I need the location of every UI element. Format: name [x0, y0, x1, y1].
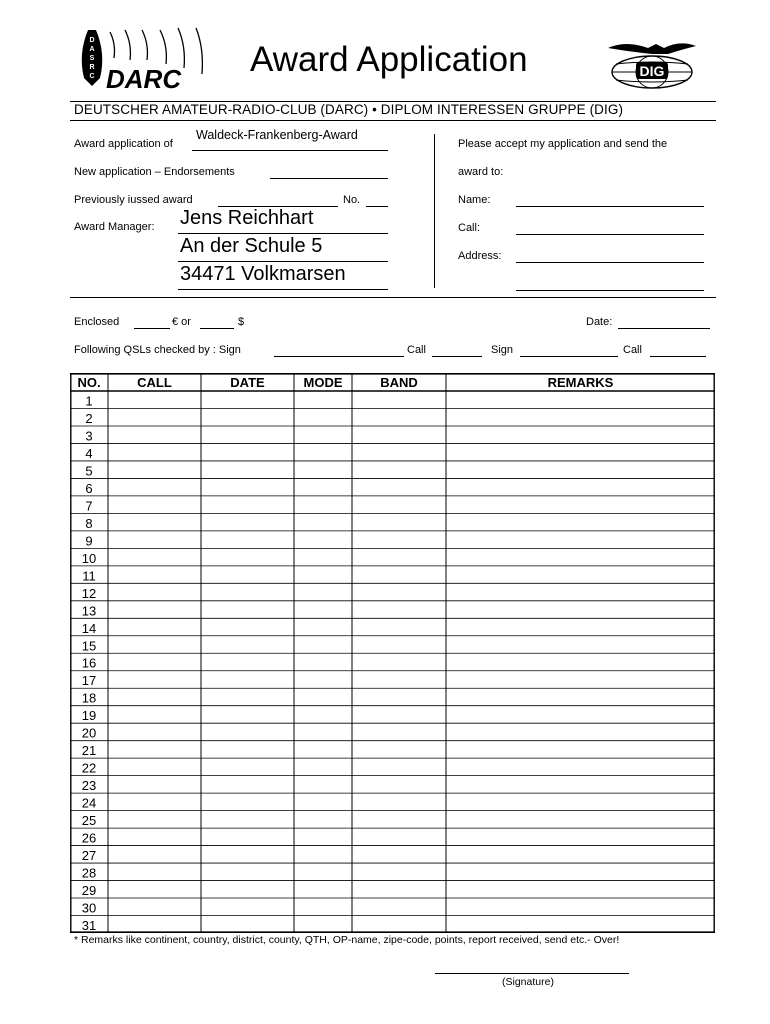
- row-number: 1: [85, 393, 93, 409]
- date-label: Date:: [586, 316, 613, 328]
- manager-line: [178, 261, 388, 262]
- row-number: 5: [85, 463, 93, 479]
- dig-logo-text: DIG: [639, 63, 665, 79]
- column-header: DATE: [230, 375, 265, 390]
- signature-label: (Signature): [502, 976, 554, 988]
- row-number: 25: [81, 813, 97, 829]
- row-number: 27: [81, 848, 97, 864]
- column-header: NO.: [77, 375, 101, 390]
- column-divider: [434, 134, 435, 288]
- checked-call2-field[interactable]: [650, 356, 706, 357]
- no-label: No.: [343, 194, 361, 206]
- row-number: 23: [81, 778, 97, 794]
- row-number: 31: [81, 918, 97, 933]
- manager-name[interactable]: Jens Reichhart: [180, 207, 314, 229]
- darc-logo-letter: A: [89, 46, 95, 53]
- previously-issued-label: Previously iussed award: [74, 194, 193, 206]
- manager-city[interactable]: 34471 Volkmarsen: [180, 263, 346, 285]
- award-manager-label: Award Manager:: [74, 221, 155, 233]
- signature-line[interactable]: [435, 973, 629, 974]
- call-label: Call:: [458, 222, 481, 234]
- award-application-label: Award application of: [74, 138, 173, 150]
- checked-call-field[interactable]: [432, 356, 482, 357]
- column-header: BAND: [380, 375, 418, 390]
- darc-logo-letter: D: [89, 37, 95, 44]
- row-number: 22: [81, 760, 97, 776]
- row-number: 11: [82, 568, 96, 584]
- address-field-2[interactable]: [516, 290, 704, 291]
- row-number: 8: [85, 515, 93, 531]
- row-number: 21: [81, 743, 97, 759]
- row-number: 4: [85, 445, 93, 461]
- row-number: 14: [81, 620, 97, 636]
- dollar-text: $: [238, 316, 245, 328]
- checked-call-label: Call: [407, 344, 426, 356]
- row-number: 7: [85, 498, 93, 514]
- row-number: 9: [85, 533, 93, 549]
- enclosed-dollar-field[interactable]: [200, 328, 234, 329]
- darc-logo-letter: S: [89, 55, 95, 62]
- enclosed-label: Enclosed: [74, 316, 120, 328]
- column-header: CALL: [137, 375, 172, 390]
- manager-line: [178, 289, 388, 290]
- row-number: 2: [85, 410, 93, 426]
- column-header: MODE: [303, 375, 343, 390]
- darc-logo-text: DARC: [106, 64, 182, 94]
- date-field[interactable]: [618, 328, 710, 329]
- darc-logo-letter: C: [89, 73, 95, 80]
- row-number: 28: [81, 865, 97, 881]
- euro-text: € or: [172, 316, 191, 328]
- checked-sign-field[interactable]: [274, 356, 404, 357]
- award-name-line: [192, 150, 388, 151]
- checked-by-label: Following QSLs checked by : Sign: [74, 344, 241, 356]
- row-number: 16: [81, 655, 97, 671]
- call-field[interactable]: [516, 234, 704, 235]
- new-application-label: New application – Endorsements: [74, 166, 235, 178]
- checked-sign2-label: Sign: [491, 344, 514, 356]
- club-line-text: DEUTSCHER AMATEUR-RADIO-CLUB (DARC) • DIPLOM INTERESSEN GRUPPE (DIG): [74, 102, 624, 117]
- row-number: 30: [81, 900, 97, 916]
- row-number: 13: [81, 603, 97, 619]
- checked-sign2-field[interactable]: [520, 356, 618, 357]
- row-number: 3: [85, 428, 93, 444]
- darc-logo: [70, 26, 210, 94]
- enclosed-euro-field[interactable]: [134, 328, 170, 329]
- row-number: 6: [85, 480, 93, 496]
- request-text-line1: Please accept my application and send the: [458, 138, 668, 150]
- endorsements-line[interactable]: [270, 178, 388, 179]
- page-title: Award Application: [250, 40, 528, 79]
- row-number: 17: [81, 673, 97, 689]
- dig-logo: [606, 40, 698, 90]
- row-number: 18: [81, 690, 97, 706]
- qsl-table: [70, 373, 715, 933]
- row-number: 19: [81, 708, 97, 724]
- request-text-line2: award to:: [458, 166, 504, 178]
- address-label: Address:: [458, 250, 502, 262]
- section-divider: [70, 297, 716, 298]
- darc-logo-letter: R: [89, 64, 95, 71]
- row-number: 15: [81, 638, 97, 654]
- row-number: 29: [81, 883, 97, 899]
- name-label: Name:: [458, 194, 491, 206]
- row-number: 10: [81, 550, 97, 566]
- row-number: 26: [81, 830, 97, 846]
- column-header: REMARKS: [547, 375, 614, 390]
- row-number: 12: [81, 585, 97, 601]
- manager-line: [178, 233, 388, 234]
- checked-call2-label: Call: [623, 344, 642, 356]
- award-number-line[interactable]: [366, 206, 388, 207]
- name-field[interactable]: [516, 206, 704, 207]
- row-number: 20: [81, 725, 97, 741]
- award-name[interactable]: Waldeck-Frankenberg-Award: [196, 128, 358, 142]
- remarks-footnote: * Remarks like continent, country, district, county, QTH, OP-name, zipe-code, points, report received, send etc.- Over!: [74, 934, 620, 946]
- manager-street[interactable]: An der Schule 5: [180, 235, 323, 257]
- address-field[interactable]: [516, 262, 704, 263]
- row-number: 24: [81, 795, 97, 811]
